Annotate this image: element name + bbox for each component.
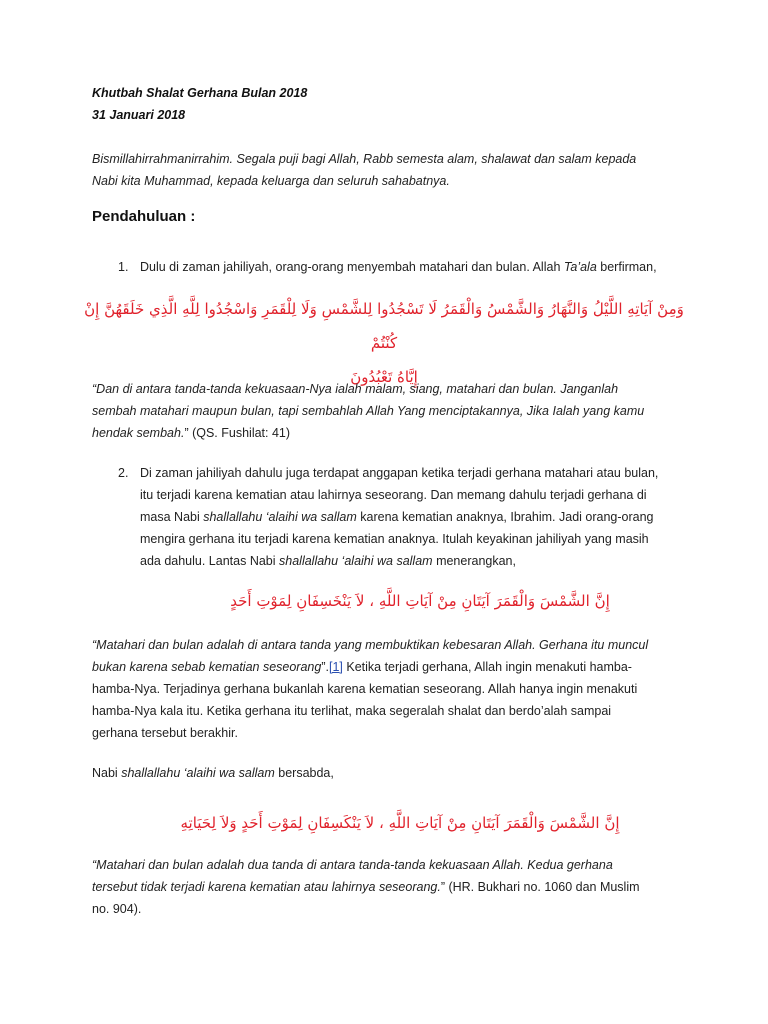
quote-line: Ketika terjadi gerhana, Allah ingin menakuti hamba- [346,660,632,674]
quote-line: hamba-Nya. Terjadinya gerhana bukanlah karena kematian seseorang. Allah hanya ingin menakuti [92,682,638,696]
arabic-line: إِيَّاهُ تَعْبُدُونَ [350,368,418,386]
quote-line: hendak sembah. [92,426,185,440]
quote-line: Dan di antara tanda-tanda kekuasaan-Nya ialah malam, siang, matahari dan bulan. Janganlah [96,382,619,396]
arabic-line: وَمِنْ آيَاتِهِ اللَّيْلُ وَالنَّهَارُ وَالشَّمْسُ وَالْقَمَرُ لَا تَسْجُدُوا لِلشَّمْسِ وَلَا لِلْقَمَرِ وَاسْجُدُوا لِلَّهِ الَّذِي خَلَقَهُنَّ إِنْ كُنْتُمْ [84,300,684,352]
quote-line: Matahari dan bulan adalah dua tanda di antara tanda-tanda kekuasaan Allah. Kedua gerhana [96,858,613,872]
item-line: menerangkan, [436,554,516,568]
quote-line: gerhana tersebut berakhir. [92,726,238,740]
quote-paragraph-3: “Matahari dan bulan adalah dua tanda di antara tanda-tanda kekuasaan Allah. Kedua gerhana tersebut tidak terjadi karena kematian atau lahirnya seseorang.” (HR. Bukhari no. 1060 dan Muslim no. 904). [92,854,692,920]
list-number: 1. [118,260,129,274]
item-text: Dulu di zaman jahiliyah, orang-orang menyembah matahari dan bulan. Allah [140,260,561,274]
footnote-link[interactable]: [1] [328,660,343,674]
quote-paragraph-2: “Matahari dan bulan adalah di antara tanda yang membuktikan kebesaran Allah. Gerhana itu muncul bukan karena sebab kematian seseorang”.[1] Ketika terjadi gerhana, Allah ingin menakuti hamba- hamba-Nya. Terjadinya gerhana bukanlah karena kematian seseorang. Allah hanya ingin menakuti hamba-Nya kala itu. Ketika gerhana itu terlihat, maka segeralah shalat dan berdo’alah sampai gerhana tersebut berakhir. [92,634,692,744]
item-line: karena kematian anaknya, Ibrahim. Jadi orang-orang [360,510,654,524]
quote-reference: (HR. Bukhari no. 1060 dan Muslim [448,880,640,894]
quote-line: bukan karena sebab kematian seseorang [92,660,322,674]
quote-reference: no. 904). [92,902,142,916]
nabi-text: bersabda, [278,766,334,780]
item-line: ada dahulu. Lantas Nabi [140,554,276,568]
item-italic: shallallahu ‘alaihi wa sallam [279,554,433,568]
document-date: 31 Januari 2018 [92,108,186,122]
list-item-2 [118,462,688,572]
quote-line: sembah matahari maupun bulan, tapi sembahlah Allah Yang menciptakannya, Jika Ialah yang kamu [92,404,645,418]
item-line: mengira gerhana itu terjadi karena kematian anaknya. Itulah keyakinan jahiliyah yang masih [140,532,649,546]
document-title: Khutbah Shalat Gerhana Bulan 2018 [92,86,308,100]
item-text: berfirman, [600,260,657,274]
quote-line: Matahari dan bulan adalah di antara tanda yang membuktikan kebesaran Allah. Gerhana itu muncul [96,638,649,652]
intro-line: Nabi kita Muhammad, kepada keluarga dan seluruh sahabatnya. [92,174,450,188]
item-italic: shallallahu ‘alaihi wa sallam [203,510,357,524]
nabi-line [92,762,692,784]
item-italic: Ta’ala [563,260,597,274]
list-number: 2. [118,466,129,480]
arabic-hadith-2: إِنَّ الشَّمْسَ وَالْقَمَرَ آيَتَانِ مِنْ آيَاتِ اللَّهِ ، لاَ يَنْكَسِفَانِ لِمَوْتِ أَحَدٍ وَلاَ لِحَيَاتِهِ [180,814,620,832]
section-heading: Pendahuluan : [92,208,196,225]
quote-reference: (QS. Fushilat: 41) [192,426,291,440]
nabi-text: Nabi [92,766,118,780]
item-line: Di zaman jahiliyah dahulu juga terdapat anggapan ketika terjadi gerhana matahari atau bulan, [140,466,659,480]
quote-line: hamba-Nya kala itu. Ketika gerhana itu terlihat, maka segeralah shalat dan berdo’alah sampai [92,704,612,718]
item-line: itu terjadi karena kematian atau lahirnya seseorang. Dan memang dahulu terjadi gerhana di [140,488,647,502]
arabic-hadith-1: إِنَّ الشَّمْسَ وَالْقَمَرَ آيَتَانِ مِنْ آيَاتِ اللَّهِ ، لاَ يَنْخَسِفَانِ لِمَوْتِ أَحَدٍ [230,592,610,610]
quote-line: tersebut tidak terjadi karena kematian atau lahirnya seseorang. [92,880,441,894]
intro-paragraph [92,148,692,192]
intro-line: Bismillahirrahmanirrahim. Segala puji bagi Allah, Rabb semesta alam, shalawat dan salam kepada [92,152,637,166]
nabi-italic: shallallahu ‘alaihi wa sallam [121,766,275,780]
list-item-1 [118,256,688,278]
item-line: masa Nabi [140,510,200,524]
quote-paragraph-1: “Dan di antara tanda-tanda kekuasaan-Nya ialah malam, siang, matahari dan bulan. Janganlah sembah matahari maupun bulan, tapi sembahlah Allah Yang menciptakannya, Jika Ialah yang kamu hendak sembah.” (QS. Fushilat: 41) [92,378,692,444]
